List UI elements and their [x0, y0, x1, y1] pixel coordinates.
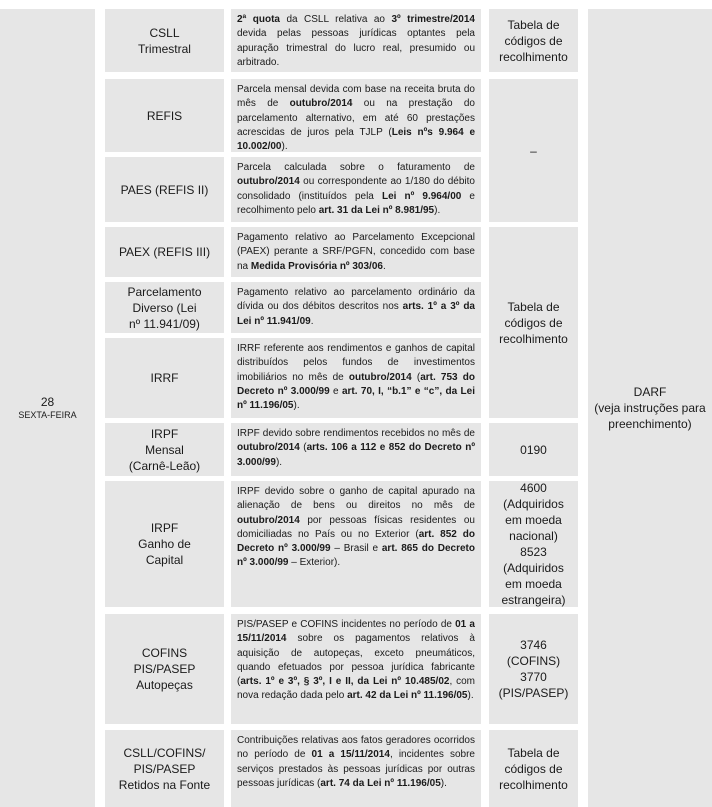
description-bold-text: Leis nºs 9.964 e 10.002/00	[237, 126, 475, 153]
description-bold-text: arts. 1º a 3º da Lei nº 11.941/09	[237, 301, 475, 327]
revenue-code-cell	[489, 79, 578, 222]
description-text: Parcela mensal devida com base na receita bruta do mês de	[237, 84, 475, 110]
payment-form-line: DARF	[633, 385, 667, 399]
obligation-name-line: REFIS	[146, 108, 183, 123]
revenue-code-line: recolhimento	[499, 49, 568, 64]
description-bold-text: 01 a 15/11/2014	[237, 619, 475, 645]
description-bold-text: 3º trimestre/2014	[391, 14, 475, 25]
obligation-description-cell	[231, 157, 481, 222]
revenue-code-line: (Adquiridos	[503, 561, 564, 575]
obligation-description	[237, 485, 475, 571]
obligation-name	[151, 370, 179, 386]
revenue-code-line: códigos de	[504, 761, 563, 776]
obligation-name	[129, 426, 200, 474]
revenue-code-cell	[489, 227, 578, 418]
revenue-code-line: em moeda	[505, 513, 562, 527]
payment-form-text	[590, 384, 709, 432]
revenue-code-line: –	[530, 143, 537, 158]
revenue-code-line: 8523	[520, 545, 547, 559]
obligation-name-line: PIS/PASEP	[133, 761, 196, 776]
obligation-description-cell	[231, 227, 481, 277]
obligation-description	[237, 83, 475, 154]
obligation-description-cell	[231, 338, 481, 418]
revenue-code-line: recolhimento	[499, 777, 568, 792]
description-bold-text: outubro/2014	[237, 442, 300, 454]
obligation-name-line: (Carnê-Leão)	[128, 458, 201, 473]
description-text: IRRF referente aos rendimentos e ganhos de capital distribuídos pelos fundos de investimentos imobiliários no mês de	[237, 343, 475, 383]
description-text: ).	[281, 141, 288, 153]
obligation-description-cell	[231, 423, 481, 476]
description-text: .	[382, 260, 386, 272]
description-text: PIS/PASEP e COFINS incidentes no período de	[237, 619, 456, 630]
description-text: Contribuições relativas aos fatos geradores ocorridos no período de	[237, 735, 475, 761]
obligation-name-cell	[105, 481, 224, 607]
revenue-code-line: 3746	[520, 638, 547, 652]
obligation-name	[138, 520, 191, 568]
obligation-name-line: Parcelamento	[127, 284, 202, 299]
obligation-description-cell	[231, 481, 481, 607]
obligation-name-line: CSLL/COFINS/	[123, 745, 206, 760]
revenue-code	[499, 17, 568, 65]
revenue-code-cell	[489, 730, 578, 807]
obligation-name-cell	[105, 730, 224, 807]
description-text: ).	[440, 777, 447, 789]
obligation-description-cell	[231, 614, 481, 724]
description-text: da CSLL relativa ao	[279, 14, 392, 25]
obligation-name	[121, 182, 209, 198]
obligation-name-line: COFINS	[141, 646, 188, 660]
revenue-code-line: Tabela de	[507, 299, 560, 314]
revenue-code	[499, 745, 568, 793]
description-text: sobre os pagamentos relativos à aquisição de autopeças, exceto pneumáticos, quando efetuados por pessoa jurídica fabricante (	[237, 633, 475, 688]
obligation-description-cell	[231, 9, 481, 72]
revenue-code	[499, 637, 569, 701]
revenue-code-line: em moeda	[505, 577, 562, 591]
obligation-name-line: Diverso (Lei	[132, 300, 197, 315]
obligation-name-cell	[105, 9, 224, 72]
obligation-name-cell	[105, 79, 224, 152]
description-text: IRPF devido sobre o ganho de capital apurado na alienação de bens ou direitos no mês de	[237, 486, 475, 512]
revenue-code-line: estrangeira)	[501, 593, 566, 607]
description-text: por pessoas físicas residentes ou domiciliadas no País ou no Exterior (	[237, 514, 475, 540]
description-bold-text: outubro/2014	[237, 176, 300, 188]
payment-form-line: (veja instruções para	[594, 401, 706, 415]
description-bold-text: art. 74 da Lei nº 11.196/05	[320, 777, 441, 789]
obligation-name-line: IRRF	[150, 371, 179, 385]
revenue-code-line: 3770	[520, 670, 547, 684]
obligation-name-line: PAES (REFIS II)	[120, 182, 209, 197]
revenue-code-line: Tabela de	[507, 745, 560, 760]
revenue-code	[520, 442, 547, 458]
description-text: – Brasil e	[330, 543, 382, 555]
description-text: Pagamento relativo ao parcelamento ordinário da dívida ou dos débitos descritos nos	[237, 287, 475, 313]
description-bold-text: art. 31 da Lei nº 8.981/95	[318, 204, 435, 216]
obligation-description-cell	[231, 79, 481, 152]
obligation-name-line: IRPF	[150, 426, 179, 441]
description-bold-text: art. 865 do Decreto nº 3.000/99	[237, 543, 475, 569]
obligation-name-line: CSLL	[149, 25, 180, 40]
obligation-name-line: PIS/PASEP	[133, 662, 196, 676]
obligation-description	[237, 231, 475, 274]
obligation-name	[119, 745, 210, 793]
payment-form-line: preenchimento)	[608, 417, 692, 431]
description-text: e	[329, 385, 342, 397]
revenue-code-line: códigos de	[504, 33, 563, 48]
description-text: Pagamento relativo ao Parcelamento Excepcional (PAEX) perante a SRF/PGFN, concedido com base na	[237, 232, 475, 272]
description-bold-text: art. 70, I, “b.1” e “c”, da Lei nº 11.196/05	[237, 385, 475, 412]
description-bold-text: outubro/2014	[289, 98, 353, 110]
revenue-code-line: (PIS/PASEP)	[498, 686, 569, 700]
description-text: ).	[434, 204, 441, 216]
revenue-code-cell	[489, 481, 578, 607]
revenue-code-cell	[489, 423, 578, 476]
description-bold-text: art. 753 do Decreto nº 3.000/99	[237, 371, 476, 397]
description-text: Parcela calculada sobre o faturamento de	[237, 162, 475, 173]
description-bold-text: outubro/2014	[348, 371, 412, 383]
obligation-name-cell	[105, 423, 224, 476]
description-text: (	[299, 442, 307, 454]
description-text: (	[411, 371, 421, 383]
obligation-name-line: nº 11.941/09)	[129, 316, 200, 331]
description-bold-text: arts. 1º e 3º, § 3º, I e II, da Lei nº 10.485/02	[240, 676, 450, 688]
description-text: ).	[275, 456, 283, 468]
obligation-name-cell	[105, 157, 224, 222]
revenue-code-line: (Adquiridos	[503, 497, 564, 511]
obligation-description-cell	[231, 282, 481, 333]
description-text: e recolhimento pelo	[237, 190, 475, 216]
description-bold-text: art. 852 do Decreto nº 3.000/99	[237, 528, 475, 555]
description-text: devida pelas pessoas jurídicas optantes pela apuração trimestral do lucro real, presumido ou arbitrado.	[237, 28, 475, 68]
revenue-code	[499, 299, 568, 347]
revenue-code-line: Tabela de	[507, 17, 560, 32]
description-text: ).	[293, 400, 300, 412]
description-text: , incidentes sobre serviços prestados às pessoas jurídicas por outras pessoas jurídicas (	[237, 749, 475, 789]
obligation-name	[127, 284, 201, 332]
obligation-name-line: Capital	[145, 553, 184, 567]
description-bold-text: 2ª quota	[237, 14, 280, 25]
day-weekday: SEXTA-FEIRA	[18, 410, 77, 420]
revenue-code-line: (COFINS)	[506, 654, 561, 668]
obligation-description-cell	[231, 730, 481, 807]
obligation-name-line: Trimestral	[138, 41, 191, 56]
revenue-code-line: recolhimento	[499, 331, 568, 346]
obligation-name-line: PAEX (REFIS III)	[118, 245, 211, 259]
obligation-name	[138, 25, 191, 57]
obligation-name-line: Retidos na Fonte	[118, 777, 211, 792]
revenue-code-cell	[489, 614, 578, 724]
description-text: .	[310, 315, 314, 327]
description-text: – Exterior).	[288, 557, 341, 569]
description-bold-text: 01 a 15/11/2014	[311, 749, 390, 761]
obligation-description	[237, 286, 475, 329]
description-bold-text: arts. 106 a 112 e 852 do Decreto nº 3.000/99	[237, 442, 475, 468]
obligation-name-cell	[105, 614, 224, 724]
obligation-description	[237, 618, 475, 704]
revenue-code	[530, 143, 537, 159]
description-text: IRPF devido sobre rendimentos recebidos no mês de	[237, 428, 475, 439]
obligation-name	[119, 244, 210, 260]
obligation-name-line: Mensal	[145, 442, 184, 457]
obligation-name	[134, 645, 196, 693]
description-text: ou na prestação do parcelamento alternativo, em até 60 prestações acrescidas de juros pela TJLP (	[237, 98, 475, 138]
description-text: , com nova redação dada pelo	[237, 676, 476, 702]
obligation-name-line: IRPF	[150, 521, 179, 535]
revenue-code-line: nacional)	[509, 529, 558, 543]
obligation-name-cell	[105, 227, 224, 277]
day-column	[0, 9, 95, 807]
obligation-name-line: Ganho de	[138, 537, 191, 551]
description-bold-text: outubro/2014	[237, 514, 300, 526]
revenue-code-line: 4600	[520, 481, 547, 495]
revenue-code-line: 0190	[520, 442, 547, 457]
obligation-description	[237, 427, 475, 470]
payment-form-column	[588, 9, 712, 807]
description-text: ).	[467, 690, 474, 702]
obligation-description	[237, 342, 475, 413]
obligation-name	[147, 108, 182, 124]
day-number: 28	[40, 395, 55, 409]
obligation-description	[237, 734, 475, 791]
obligation-name-cell	[105, 282, 224, 333]
revenue-code-line: códigos de	[504, 315, 563, 330]
revenue-code-cell	[489, 9, 578, 72]
obligation-name-cell	[105, 338, 224, 418]
obligation-description	[237, 13, 475, 70]
description-text: ou correspondente ao 1/180 do débito consolidado (instituídos pela	[237, 176, 475, 202]
obligation-description	[237, 161, 475, 218]
revenue-code	[501, 480, 565, 608]
description-bold-text: art. 42 da Lei nº 11.196/05	[347, 690, 468, 702]
description-bold-text: Medida Provisória nº 303/06	[250, 260, 383, 272]
description-bold-text: Lei nº 9.964/00	[381, 190, 462, 202]
obligation-name-line: Autopeças	[136, 678, 193, 692]
